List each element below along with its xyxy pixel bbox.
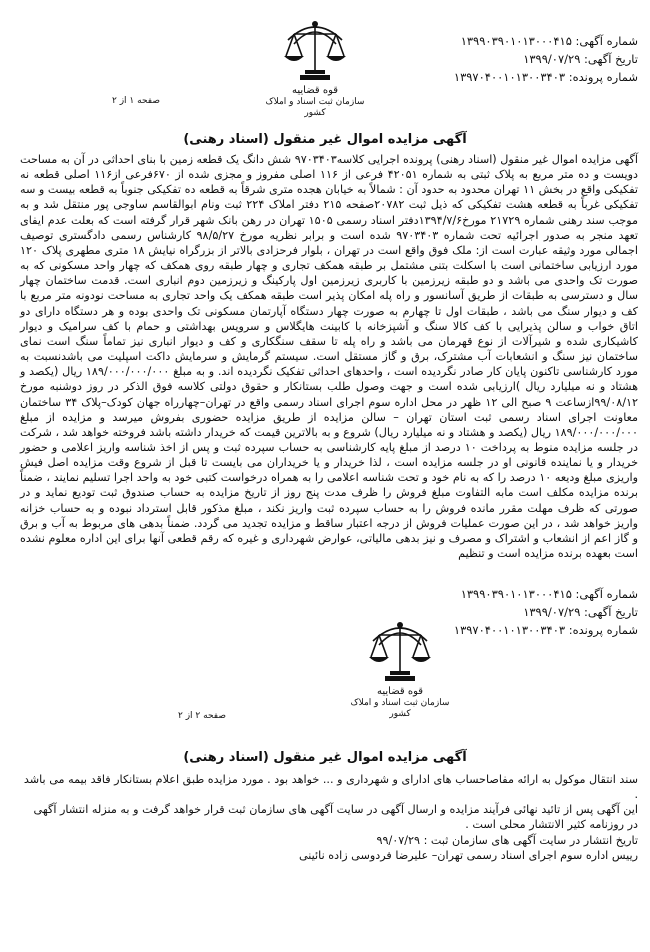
scales-of-justice-icon bbox=[272, 14, 358, 84]
ad-date: تاریخ آگهی: ۱۳۹۹/۰۷/۲۹ bbox=[523, 605, 638, 619]
ad-body-text: آگهی مزایده اموال غیر منقول (اسناد رهنی) پرونده اجرایی کلاسه۹۷۰۳۴۰۳ شش دانگ یک قطعه زمین با بنای احداثی در آن به مساحت دویست و ده متر مربع به پلاک ثبتی به شماره ۴۲۰۵۱ فرعی از ۱۱۶ اصلی مفروز و مجزی شده از ۶۷۰فرعی از۱۱۶ اصلی قطعه نه تفکیکی واقع در بخش ۱۱ تهران محدود به حدود آن : شمالاً به خیابان هجده متری شرقاً به قطعه ده تفکیکی جنوباً به قطعه بیست و سه تفکیکی غرباً به قطعه هشت تفکیکی که ذیل ثبت ۲۰۷۸۲صفحه ۲۱۵ دفتر املاک ۲۲۴ ثبت ونام ابوالقاسم ساوجی پور منتقل شد و به موجب سند رهنی شماره ۲۱۷۲۹ مورخ۱۳۹۴/۷/۶دفتر اسناد رسمی ۱۵۰۵ تهران در رهن بانک شهر قرار گرفته است که بعلت عدم ایفای تعهد منجر به صدور اجرائیه تحت شماره ۹۷۰۳۴۰۳ شده است و برابر نظریه مورخ ۹۸/۵/۲۷ کارشناس رسمی دادگستری توصیف اجمالی مورد وثیقه عبارت است از: ملک فوق واقع است در تهران ، بلوار فرحزادی بالاتر از بزرگراه نیایش ۱۸ متری مطهری پلاک ۱۲۰ مورد ارزیابی ساختمانی است با اسکلت بتنی مشتمل بر طبقه همکف تجاری و چهار طبقه روی همکف که چهار واحد مسکونی که به صورت تک واحدی می باشد و دو طبقه زیرزمین با کاربری زیرزمین اول پارکینگ و زیرزمین دوم انباری است. قدمت ساختمان چهار سال و دسترسی به طبقات از طریق آسانسور و راه پله امکان پذیر است طبقه همکف یک واحد تجاری به مساحت نودونه متر مربع با کف و دیوار سنگ می باشد ، طبقات اول تا چهارم به صورت چهار دستگاه آپارتمان مسکونی تک واحدی بوده و هر دستگاه دارای دو اتاق خواب و سالن پذیرایی با کف کالا سنگ و آشپزخانه با کابینت هایگلاس و سرویس بهداشتی و حمام با کف سرامیک و دیوار کاشیکاری شده و شیرآلات از نوع قهرمان می باشد و راه پله تا سقف سنگکاری و کف و دیوار انباری نیز تماماً سنگ است نمای ساختمان نیز سنگ و انشعابات آب مشترک، برق و گاز مستقل است. سیستم گرمایش و سرمایش داکت اسپلیت می باشدنسبت به مورد کارشناسی تاکنون پایان کار صادر نگردیده است ، واحدهای احداثی تفکیک نگردیده اند. و به مبلغ ۱۸۹/۰۰۰/۰۰۰/۰۰۰ ریال (یکصد و هشتاد و نه میلیارد ریال )ارزیابی شده است و جهت وصول طلب بستانکار و حقوق دولتی کلاسه فوق الذکر در روز دوشنبه مورخ ۹۹/۰۸/۱۲ازساعت ۹ صبح الی ۱۲ ظهر در محل اداره سوم اجرای اسناد رسمی واقع در تهران–چهارراه جهان کودک–پلاک ۳۴ ساختمان معاونت اجرای اسناد رسمی ثبت استان تهران – سالن مزایده از طریق مزایده حضوری بفروش میرسد و مزایده از مبلغ ۱۸۹/۰۰۰/۰۰۰/۰۰۰ ریال (یکصد و هشتاد و نه میلیارد ریال) شروع و به بالاترین قیمت که خریدار داشته باشد فروخته خواهد شد ، شرکت در جلسه مزایده منوط به پرداخت ۱۰ درصد از مبلغ پایه کارشناسی به حساب سپرده ثبت و پس از اخذ شناسه واریز اعلامی و حضور خریدار و یا نماینده قانونی او در جلسه مزایده است ، لذا خریدار و یا خریداران می بایست تا قبل از شروع وقت مزایده اصل فیش واریزی مبلغ ودیعه ۱۰ درصد را که به نام خود و تحت شناسه اعلامی را به همراه درخواست کتبی خود به واحد اجرا تسلیم نمایند ، ضمناً برنده مزایده مکلف است مابه التفاوت مبلغ فروش را ظرف مدت پنج روز از تاریخ مزایده به حساب صندوق ثبت تودیع نماید و در صورتی که ظرف مهلت مقرر مانده فروش را به حساب سپرده ثبت واریز نکند ، مبلغ مذکور قابل استرداد نبوده و به حساب خزانه واریز خواهد شد ، در این صورت عملیات فروش از درجه اعتبار ساقط و مزایده تجدید می گردد. ضمناً بدهی های مربوط به آب و برق و گاز اعم از انشعاب و اشتراک و مصرف و نیز بدهی مالیاتی، عوارض شهرداری و غیره که رقم قطعی آنها برای این اداره معلوم نشده است بعهده برنده مزایده است و تنظیم bbox=[20, 153, 639, 561]
logo-line-organization: سازمان ثبت اسناد و املاک کشور bbox=[350, 698, 450, 719]
ad-meta bbox=[454, 32, 638, 86]
logo-line-organization: سازمان ثبت اسناد و املاک کشور bbox=[265, 97, 365, 118]
file-number: شماره پرونده: ۱۳۹۷۰۴۰۰۱۰۱۳۰۰۳۴۰۳ bbox=[453, 623, 638, 637]
ad-date: تاریخ آگهی: ۱۳۹۹/۰۷/۲۹ bbox=[523, 52, 638, 66]
file-number: شماره پرونده: ۱۳۹۷۰۴۰۰۱۰۱۳۰۰۳۴۰۳ bbox=[453, 70, 638, 84]
ad-number: شماره آگهی: ۱۳۹۹۰۳۹۰۱۰۱۳۰۰۰۴۱۵ bbox=[460, 587, 638, 601]
page-number: صفحه ۱ از ۲ bbox=[112, 96, 160, 106]
judiciary-logo bbox=[340, 615, 460, 719]
ad-title: آگهی مزایده اموال غیر منقول (اسناد رهنی) bbox=[183, 132, 467, 147]
ad-page-2 bbox=[0, 545, 650, 795]
body-line-publication: این آگهی پس از تائید نهائی فرآیند مزایده و ارسال آگهی در سایت آگهی های سازمان ثبت قرار خواهد گرفت و به منزله انتشار آگهی در روزنامه کثیر الانتشار محلی است . bbox=[33, 803, 638, 832]
ad-title: آگهی مزایده اموال غیر منقول (اسناد رهنی) bbox=[183, 750, 467, 765]
body-line-signature: رییس اداره سوم اجرای اسناد رسمی تهران– علیرضا فردوسی زاده نائینی bbox=[298, 848, 638, 862]
scales-of-justice-icon bbox=[357, 615, 443, 685]
page-number: صفحه ۲ از ۲ bbox=[178, 711, 226, 721]
ad-body bbox=[20, 152, 638, 561]
body-line-publish-date: تاریخ انتشار در سایت آگهی های سازمان ثبت : ۹۹/۰۷/۲۹ bbox=[376, 833, 638, 847]
judiciary-logo bbox=[255, 14, 375, 118]
ad-number: شماره آگهی: ۱۳۹۹۰۳۹۰۱۰۱۳۰۰۰۴۱۵ bbox=[460, 34, 638, 48]
ad-meta bbox=[454, 585, 638, 639]
ad-body-continued bbox=[20, 772, 638, 863]
body-line-transfer: سند انتقال موکول به ارائه مفاصاحساب های ادارای و شهرداری و ... خواهد بود . مورد مزایده طبق اعلام بستانکار فاقد بیمه می باشد . bbox=[23, 773, 638, 802]
logo-line-judiciary: قوه قضاییه bbox=[291, 85, 339, 96]
logo-line-judiciary: قوه قضاییه bbox=[376, 686, 424, 697]
